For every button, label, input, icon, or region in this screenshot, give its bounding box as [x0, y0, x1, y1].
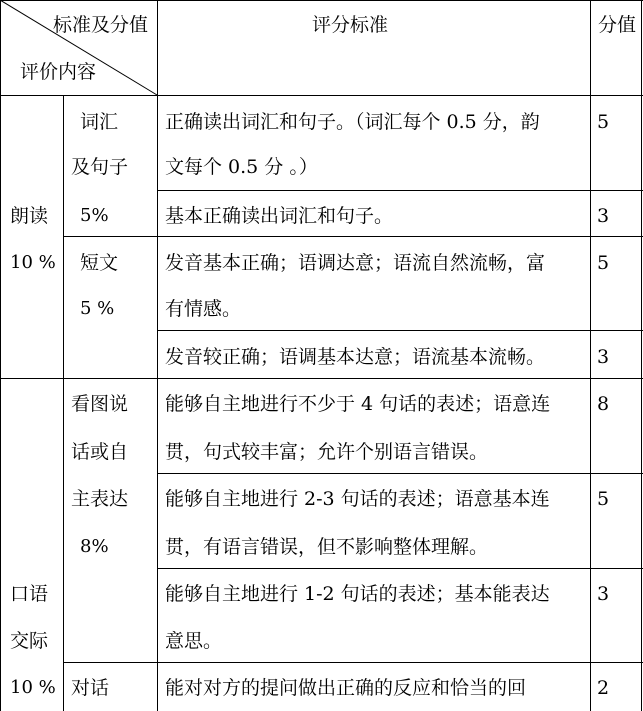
score-header: 分值	[598, 14, 637, 36]
criteria-row-7-line1: 能够自主地进行 1-2 句话的表述；基本能表达	[165, 583, 550, 605]
criteria-row-5-line1: 能够自主地进行不少于 4 句话的表述；语意连	[165, 393, 551, 415]
criteria-row-7-line2: 意思。	[165, 630, 223, 652]
row-line	[157, 190, 643, 191]
criteria-row-6-line1: 能够自主地进行 2-3 句话的表述；语意基本连	[165, 488, 550, 510]
score-row-7: 3	[597, 583, 610, 605]
criteria-row-2-line1: 基本正确读出词汇和句子。	[165, 205, 394, 227]
col-line-criteria	[157, 0, 158, 711]
category-oral-line2: 交际	[10, 630, 49, 652]
row-line	[157, 330, 643, 331]
criteria-row-6-line2: 贯，有语言错误，但不影响整体理解。	[165, 536, 489, 558]
sub-picture-line1: 看图说	[71, 393, 129, 415]
score-row-6: 5	[597, 488, 610, 510]
criteria-row-3-line2: 有情感。	[165, 298, 242, 320]
category-oral-weight: 10 %	[10, 677, 56, 698]
sub-passage-line1: 短文	[80, 252, 119, 274]
criteria-row-4-line1: 发音较正确；语调基本达意；语流基本流畅。	[165, 346, 546, 368]
sub-passage-weight: 5 %	[80, 298, 115, 319]
section-line	[0, 378, 643, 379]
border-left	[0, 0, 1, 711]
corner-top-label: 标准及分值	[53, 14, 149, 36]
score-row-2: 3	[597, 205, 610, 227]
row-line	[63, 236, 643, 237]
corner-bottom-label: 评价内容	[20, 61, 97, 83]
row-line	[157, 568, 643, 569]
score-row-3: 5	[597, 252, 610, 274]
sub-vocab-line1: 词汇	[80, 111, 119, 133]
category-reading-weight: 10 %	[10, 252, 56, 273]
category-oral: 口语	[10, 583, 49, 605]
row-line	[63, 662, 643, 663]
sub-picture-line2: 话或自	[71, 441, 129, 463]
criteria-row-1-line2: 文每个 0.5 分 。）	[165, 156, 318, 178]
col-line-sub	[63, 95, 64, 711]
category-reading: 朗读	[10, 205, 49, 227]
sub-vocab-weight: 5%	[80, 205, 109, 226]
score-row-4: 3	[597, 346, 610, 368]
sub-picture-weight: 8%	[80, 536, 109, 557]
criteria-row-1-line1: 正确读出词汇和句子。（词汇每个 0.5 分，韵	[165, 111, 540, 133]
sub-vocab-line2: 及句子	[71, 156, 129, 178]
criteria-header: 评分标准	[312, 14, 389, 36]
criteria-row-8-line1: 能对对方的提问做出正确的反应和恰当的回	[165, 677, 527, 699]
sub-dialogue: 对话	[71, 677, 110, 699]
criteria-row-5-line2: 贯，句式较丰富；允许个别语言错误。	[165, 441, 489, 463]
score-row-5: 8	[597, 393, 610, 415]
border-right	[641, 0, 642, 711]
score-row-8: 2	[597, 677, 610, 699]
sub-picture-line3: 主表达	[71, 488, 129, 510]
score-row-1: 5	[597, 111, 610, 133]
col-line-score	[590, 0, 591, 711]
criteria-row-3-line1: 发音基本正确；语调达意；语流自然流畅，富	[165, 252, 546, 274]
row-line	[157, 473, 643, 474]
